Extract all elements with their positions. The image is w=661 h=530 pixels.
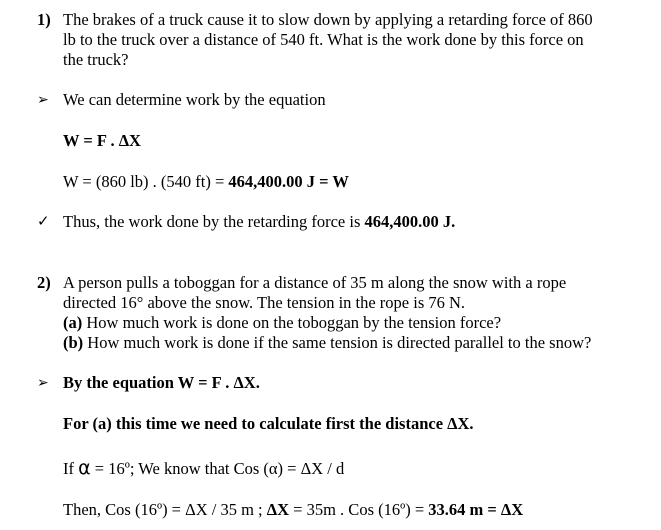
q1-conclusion-result: 464,400.00 J. [364,212,456,231]
q1-calc-result: 464,400.00 J = W [228,172,349,191]
question-2-part-a [63,313,501,332]
alpha-symbol: α [78,457,91,479]
question-1-number: 1) [37,10,51,29]
q1-calculation [63,172,349,191]
question-2-part-b [63,333,591,352]
q2-then-line [63,500,523,519]
q1-conclusion-prefix: Thus, the work done by the retarding force is [63,212,365,231]
question-2-number: 2) [37,273,51,292]
question-2-line-1: A person pulls a toboggan for a distance of 35 m along the snow with a rope [63,273,567,292]
part-b-text: How much work is done if the same tension is directed parallel to the snow? [83,333,592,352]
part-a-text: How much work is done on the toboggan by the tension force? [82,313,502,332]
q2-part-a-intro: For (a) this time we need to calculate first the distance ΔX. [63,414,474,433]
q2-if-line [63,459,344,478]
arrow-bullet-icon: ➢ [37,376,49,391]
if-prefix: If [63,459,79,478]
if-rest: = 16º; We know that Cos (α) = ΔX / d [90,459,345,478]
q1-bullet-text: We can determine work by the equation [63,90,326,109]
arrow-bullet-icon: ➢ [37,93,49,108]
question-1-line-1: The brakes of a truck cause it to slow down by applying a retarding force of 860 [63,10,593,29]
question-1-line-3: the truck? [63,50,129,69]
checkmark-icon: ✓ [37,214,50,230]
q2-bullet-text: By the equation W = F . ΔX. [63,373,260,392]
then-bold-1: ΔX [266,500,290,519]
part-b-label: (b) [63,333,84,352]
part-a-label: (a) [63,313,83,332]
then-prefix: Then, Cos (16º) = ΔX / 35 m ; [63,500,267,519]
work-equation: W = F . ΔX [63,131,141,150]
question-1-line-2: lb to the truck over a distance of 540 ft. What is the work done by this force on [63,30,584,49]
then-mid: = 35m . Cos (16º) = [289,500,429,519]
question-2-line-2: directed 16° above the snow. The tension in the rope is 76 N. [63,293,466,312]
q1-calc-prefix: W = (860 lb) . (540 ft) = [63,172,229,191]
then-bold-2: 33.64 m = ΔX [428,500,524,519]
q1-conclusion [63,212,455,231]
